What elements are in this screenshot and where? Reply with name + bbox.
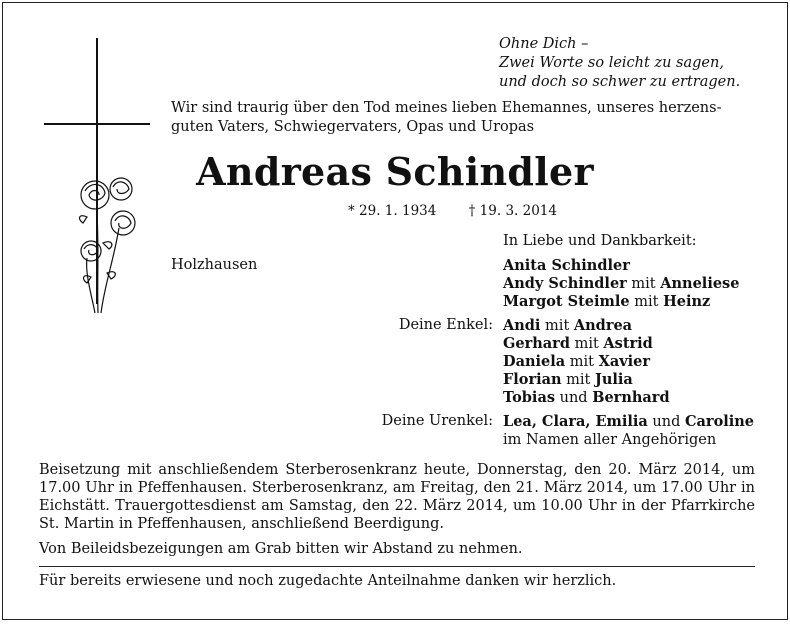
place-name: Holzhausen — [171, 257, 258, 273]
great-grandchildren-names: Lea, Clara, Emilia und Caroline — [503, 413, 755, 430]
grandchildren-label: Deine Enkel: — [398, 317, 493, 333]
life-dates — [348, 203, 585, 219]
death-date: † 19. 3. 2014 — [468, 203, 557, 219]
family-list — [503, 257, 739, 311]
poem-line: und doch so schwer zu ertragen. — [499, 74, 741, 90]
relatives-line: im Namen aller Angehörigen — [503, 432, 717, 448]
grandchild-item: Florian mit Julia — [503, 371, 633, 388]
poem-line: Zwei Worte so leicht zu sagen, — [499, 55, 724, 71]
roses-icon — [73, 173, 143, 323]
cross-icon-bar — [44, 123, 150, 125]
family-item: Anita Schindler — [503, 257, 630, 274]
poem-line: Ohne Dich – — [499, 36, 589, 52]
obituary-notice — [2, 2, 788, 620]
condolences-note: Von Beileidsbezeigungen am Grab bitten wir Abstand zu nehmen. — [39, 541, 523, 557]
family-item: Margot Steimle mit Heinz — [503, 293, 711, 310]
grandchild-item: Daniela mit Xavier — [503, 353, 651, 370]
poem — [499, 35, 740, 92]
family-item: Andy Schindler mit Anneliese — [503, 275, 740, 292]
grandchildren-list — [503, 317, 670, 407]
grandchild-item: Gerhard mit Astrid — [503, 335, 653, 352]
intro-line: guten Vaters, Schwiegervaters, Opas und Uropas — [171, 119, 535, 135]
great-grandchildren-list — [503, 413, 754, 449]
deceased-name: Andreas Schindler — [196, 149, 594, 194]
divider — [39, 566, 755, 567]
grandchild-item: Tobias und Bernhard — [503, 389, 670, 406]
birth-date: * 29. 1. 1934 — [348, 203, 437, 219]
intro-text — [171, 99, 761, 137]
funeral-details: Beisetzung mit anschließendem Sterberosenkranz heute, Donnerstag, den 20. März 2014, um 17.00 Uhr in Pfeffenhausen. Sterberosenkranz, am Freitag, den 21. März 2014, um 17.00 Uhr in Eichstätt. Trauergottesdienst am Samstag, den 22. März 2014, um 10.00 Uhr in der Pfarrkirche St. Martin in Pfeffenhausen, anschließend Beerdigung. — [39, 462, 755, 532]
intro-line: Wir sind traurig über den Tod meines lieben Ehemannes, unseres herzens- — [171, 100, 722, 116]
great-grandchildren-label: Deine Urenkel: — [381, 413, 493, 429]
final-thanks: Für bereits erwiesene und noch zugedachte Anteilnahme danken wir herzlich. — [39, 573, 617, 589]
grandchild-item: Andi mit Andrea — [503, 317, 633, 334]
thanks-heading: In Liebe und Dankbarkeit: — [503, 233, 697, 249]
